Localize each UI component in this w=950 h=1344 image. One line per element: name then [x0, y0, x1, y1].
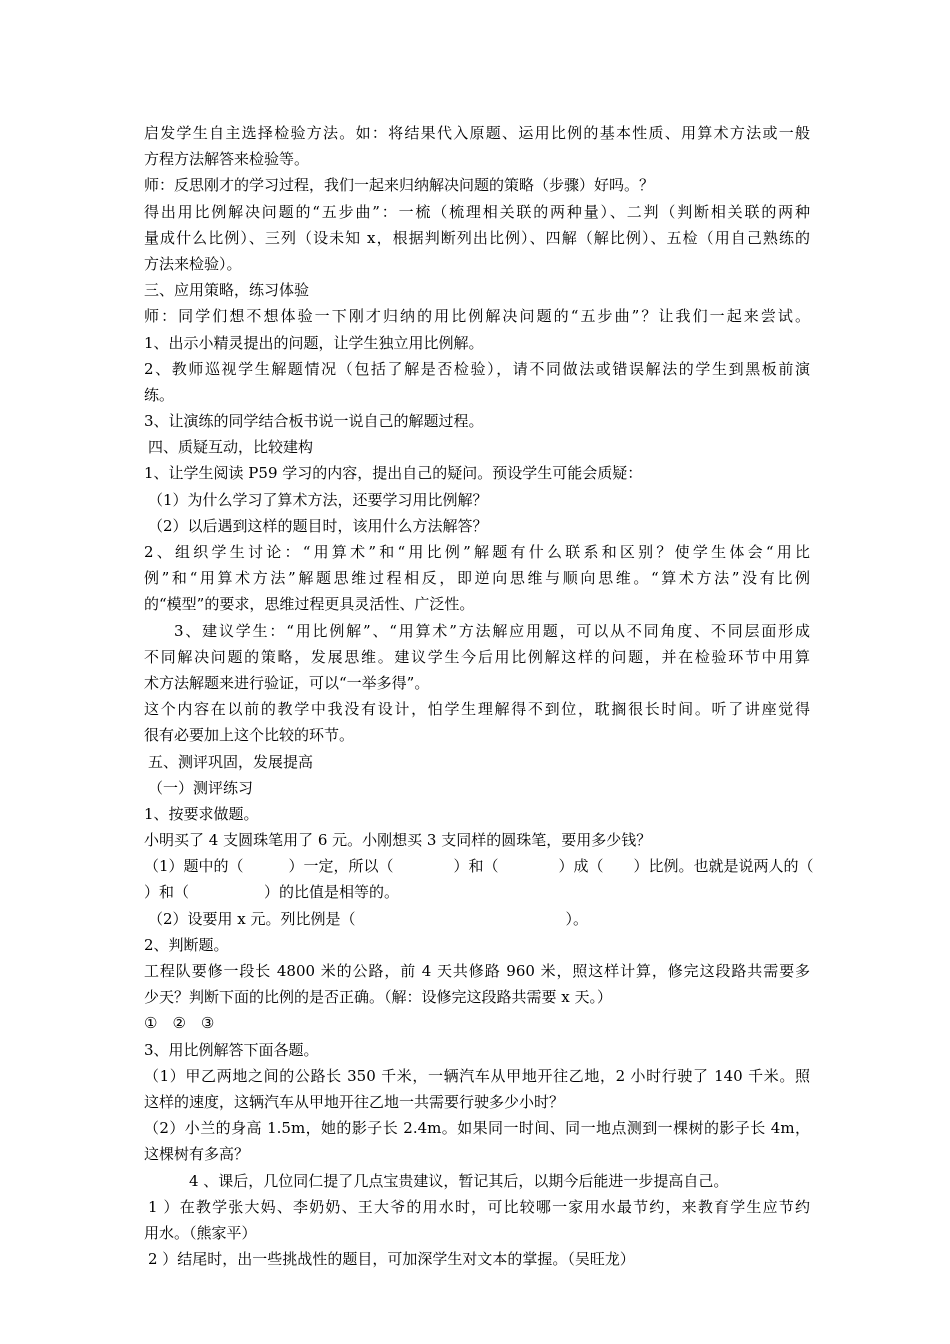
text-line: （1）甲乙两地之间的公路长 350 千米，一辆汽车从甲地开往乙地，2 小时行驶了 140 千米。照: [144, 1066, 810, 1085]
text-line: 4 、课后，几位同仁提了几点宝贵建议，暂记其后，以期今后能进一步提高自己。: [189, 1171, 729, 1190]
text-line: 三、应用策略，练习体验: [144, 281, 310, 300]
text-line: 师：反思刚才的学习过程，我们一起来归纳解决问题的策略（步骤）好吗。？: [144, 176, 655, 195]
text-line: 五、测评巩固，发展提高: [148, 752, 314, 771]
text-line: （2）设要用 x 元。列比例是（ ）。: [148, 909, 589, 928]
text-line: 方法来检验）。: [144, 254, 242, 273]
text-line: （2）以后遇到这样的题目时，该用什么方法解答？: [148, 516, 488, 535]
text-line: 小明买了 4 支圆珠笔用了 6 元。小刚想买 3 支同样的圆珠笔，要用多少钱？: [144, 831, 652, 850]
text-line: 师：同学们想不想体验一下刚才归纳的用比例解决问题的“五步曲”？让我们一起来尝试。: [144, 307, 810, 326]
text-line: （1）为什么学习了算术方法，还要学习用比例解？: [148, 490, 488, 509]
text-line: 工程队要修一段长 4800 米的公路，前 4 天共修路 960 米，照这样计算，修完这段路共需要多: [144, 962, 810, 980]
text-line: 很有必要加上这个比较的环节。: [144, 726, 355, 745]
text-line: （1）题中的（ ）一定，所以（ ）和（ ）成（ ）比例。也就是说两人的（: [144, 857, 814, 876]
paragraph-lines: [144, 120, 814, 1272]
text-line: 的“模型”的要求，思维过程更具灵活性、广泛性。: [144, 595, 475, 614]
text-line: 启发学生自主选择检验方法。如：将结果代入原题、运用比例的基本性质、用算术方法或一般: [144, 124, 810, 142]
text-line: 3、建议学生：“用比例解”、“用算术”方法解应用题，可以从不同角度、不同层面形成: [174, 621, 810, 640]
text-line: 2、组织学生讨论：“用算术”和“用比例”解题有什么联系和区别？使学生体会“用比: [144, 543, 810, 561]
text-line: 用水。（熊家平）: [144, 1223, 257, 1242]
text-line: 量成什么比例）、三列（设未知 x，根据判断列出比例）、四解（解比例）、五检（用自己熟练的: [144, 228, 810, 247]
text-line: 1、出示小精灵提出的问题，让学生独立用比例解。: [144, 333, 484, 352]
text-line: 3、让演练的同学结合板书说一说自己的解题过程。: [144, 412, 484, 431]
document-body: [144, 120, 814, 1272]
text-line: ① ② ③: [144, 1014, 215, 1033]
text-line: ）和（ ）的比值是相等的。: [144, 883, 400, 902]
text-line: 得出用比例解决问题的“五步曲”：一梳（梳理相关联的两种量）、二判（判断相关联的两种: [144, 202, 810, 221]
text-line: 2 ）结尾时，出一些挑战性的题目，可加深学生对文本的掌握。（吴旺龙）: [148, 1250, 635, 1269]
text-line: 这个内容在以前的教学中我没有设计，怕学生理解得不到位，耽搁很长时间。听了讲座觉得: [144, 700, 810, 719]
text-line: 3、用比例解答下面各题。: [144, 1040, 319, 1059]
text-line: 这棵树有多高？: [144, 1145, 250, 1164]
text-line: （2）小兰的身高 1.5m，她的影子长 2.4m。如果同一时间、同一地点测到一棵树的影子长 4m，: [144, 1119, 810, 1138]
text-line: 这样的速度，这辆汽车从甲地开往乙地一共需要行驶多少小时？: [144, 1092, 565, 1111]
text-line: 1、让学生阅读 P59 学习的内容，提出自己的疑问。预设学生可能会质疑：: [144, 464, 643, 483]
text-line: 练。: [144, 385, 175, 404]
text-line: 少天？判断下面的比例的是否正确。（解：设修完这段路共需要 x 天。）: [144, 988, 612, 1007]
text-line: 不同解决问题的策略，发展思维。建议学生今后用比例解这样的问题，并在检验环节中用算: [144, 647, 810, 666]
text-line: 术方法解题来进行验证，可以“一举多得”。: [144, 673, 430, 692]
text-line: 方程方法解答来检验等。: [144, 150, 310, 169]
text-line: 2、教师巡视学生解题情况（包括了解是否检验），请不同做法或错误解法的学生到黑板前演: [144, 359, 810, 378]
text-line: （一）测评练习: [148, 778, 254, 797]
text-line: 1、按要求做题。: [144, 804, 259, 823]
text-line: 1 ）在教学张大妈、李奶奶、王大爷的用水时，可比较哪一家用水最节约，来教育学生应节约: [148, 1197, 810, 1216]
text-line: 例”和“用算术方法”解题思维过程相反，即逆向思维与顺向思维。“算术方法”没有比例: [144, 569, 810, 588]
text-line: 四、质疑互动，比较建构: [148, 438, 314, 457]
text-line: 2、判断题。: [144, 935, 229, 954]
